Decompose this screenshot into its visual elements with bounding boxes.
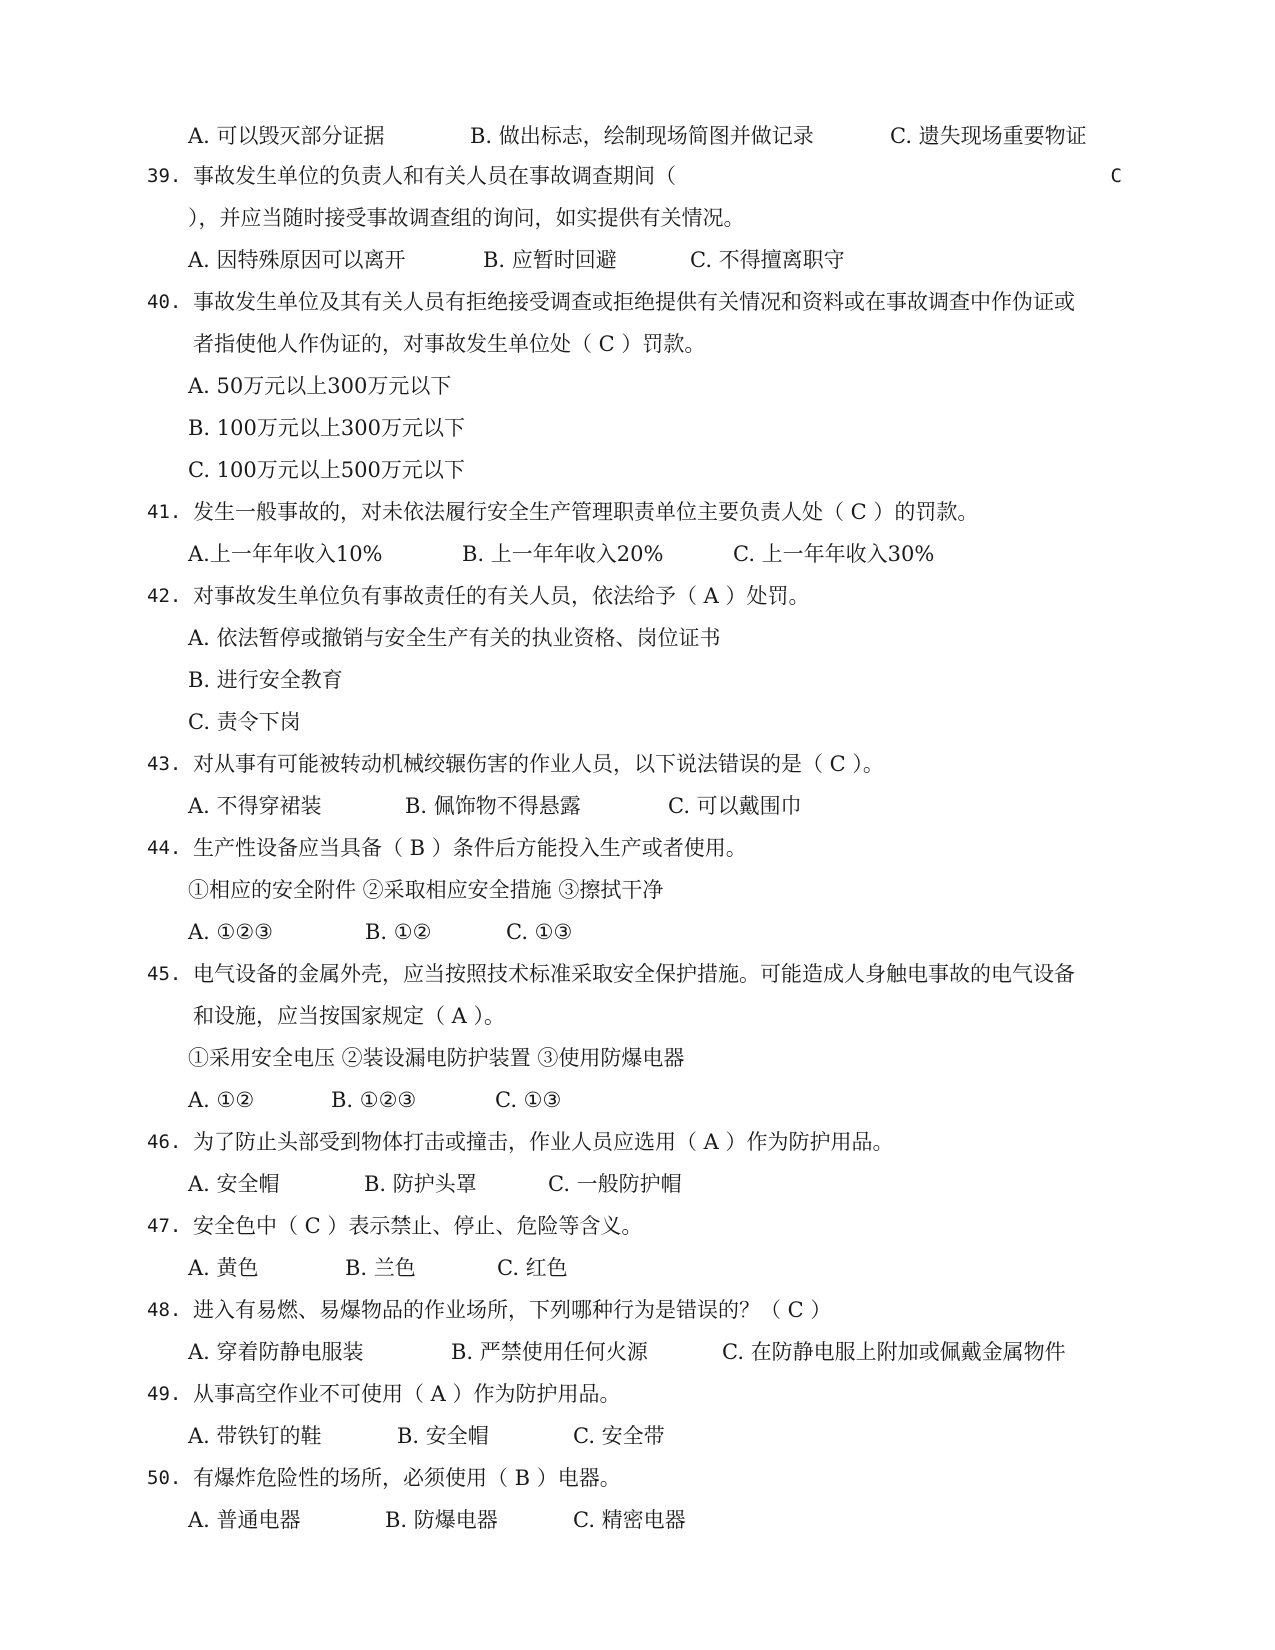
q47-stem: 安全色中（ C ）表示禁止、停止、危险等含义。 (193, 1214, 643, 1238)
q40-stem: 事故发生单位及其有关人员有拒绝接受调查或拒绝提供有关情况和资料或在事故调查中作伪证或 (193, 290, 1075, 314)
q50-option-c: C. 精密电器 (573, 1508, 686, 1532)
q45-items: ①采用安全电压 ②装设漏电防护装置 ③使用防爆电器 (188, 1046, 685, 1070)
q42-option-c: C. 责令下岗 (188, 710, 301, 734)
q50-options (0, 1506, 1275, 1534)
q47-options (0, 1254, 1275, 1282)
q40-option-b-line (188, 414, 465, 442)
q48-option-a: A. 穿着防静电服装 (188, 1340, 364, 1364)
q45-stem-continued: 和设施，应当按国家规定（ A ）。 (193, 1004, 506, 1028)
q50-stem-line-1 (0, 1464, 1275, 1492)
q45-number: 45. (147, 963, 182, 985)
q40-option-b: B. 100万元以上300万元以下 (188, 416, 465, 440)
q49-option-a: A. 带铁钉的鞋 (188, 1424, 322, 1448)
q45-stem: 电气设备的金属外壳，应当按照技术标准采取安全保护措施。可能造成人身触电事故的电气设备 (193, 962, 1075, 986)
q50-number: 50. (147, 1467, 182, 1489)
q49-options (0, 1422, 1275, 1450)
q39-stem: 事故发生单位的负责人和有关人员在事故调查期间（ (193, 164, 676, 188)
q47-stem-line-1 (0, 1212, 1275, 1240)
q50-option-b: B. 防爆电器 (385, 1508, 498, 1532)
q43-options (0, 792, 1275, 820)
q45-stem-line-1 (0, 960, 1275, 988)
q46-option-b: B. 防护头罩 (364, 1172, 477, 1196)
q46-options (0, 1170, 1275, 1198)
q44-option-c: C. ①③ (506, 920, 573, 944)
q40-number: 40. (147, 291, 182, 313)
q39-stem-continued: ），并应当随时接受事故调查组的询问，如实提供有关情况。 (188, 206, 745, 230)
q44-items-line (188, 876, 663, 904)
q43-option-a: A. 不得穿裙装 (188, 794, 322, 818)
q44-number: 44. (147, 837, 182, 859)
q48-option-c: C. 在防静电服上附加或佩戴金属物件 (722, 1340, 1066, 1364)
q41-option-c: C. 上一年年收入30% (733, 542, 935, 566)
q48-option-b: B. 严禁使用任何火源 (451, 1340, 648, 1364)
q44-stem-line-1 (0, 834, 1275, 862)
q46-number: 46. (147, 1131, 182, 1153)
q45-option-a: A. ①② (188, 1088, 255, 1112)
q45-stem-line-2 (193, 1002, 505, 1030)
q49-stem-line-1 (0, 1380, 1275, 1408)
q47-option-b: B. 兰色 (345, 1256, 416, 1280)
q39-number: 39. (147, 165, 182, 187)
q39-option-c: C. 不得擅离职守 (690, 248, 845, 272)
q41-stem-line-1 (0, 498, 1275, 526)
q40-stem-line-1 (0, 288, 1275, 316)
q40-option-c: C. 100万元以上500万元以下 (188, 458, 465, 482)
q48-stem-line-1 (0, 1296, 1275, 1324)
q39-stem-line-2 (188, 204, 745, 232)
q42-stem-line-1 (0, 582, 1275, 610)
q38-option-a: A. 可以毁灭部分证据 (188, 124, 385, 148)
q40-option-a-line (188, 372, 451, 400)
q42-stem: 对事故发生单位负有事故责任的有关人员，依法给予（ A ）处罚。 (193, 584, 810, 608)
q42-number: 42. (147, 585, 182, 607)
q43-option-b: B. 佩饰物不得悬露 (405, 794, 581, 818)
q43-option-c: C. 可以戴围巾 (668, 794, 802, 818)
q38-option-c: C. 遗失现场重要物证 (890, 124, 1087, 148)
q40-stem-line-2 (193, 330, 705, 358)
q42-option-b-line (188, 666, 343, 694)
q49-stem: 从事高空作业不可使用（ A ）作为防护用品。 (193, 1382, 621, 1406)
q46-option-a: A. 安全帽 (188, 1172, 280, 1196)
q41-number: 41. (147, 501, 182, 523)
q43-number: 43. (147, 753, 182, 775)
q46-stem: 为了防止头部受到物体打击或撞击，作业人员应选用（ A ）作为防护用品。 (193, 1130, 894, 1154)
q49-option-b: B. 安全帽 (397, 1424, 489, 1448)
q39-stem-line-1 (0, 162, 1275, 190)
q48-stem: 进入有易燃、易爆物品的作业场所，下列哪种行为是错误的？（ C ） (193, 1298, 832, 1322)
q38-options (0, 122, 1275, 150)
q39-options (0, 246, 1275, 274)
q42-option-c-line (188, 708, 301, 736)
q39-answer: C (1110, 165, 1122, 187)
q50-option-a: A. 普通电器 (188, 1508, 301, 1532)
q41-option-b: B. 上一年年收入20% (462, 542, 664, 566)
q50-stem: 有爆炸危险性的场所，必须使用（ B ）电器。 (193, 1466, 621, 1490)
q41-options (0, 540, 1275, 568)
q45-option-c: C. ①③ (495, 1088, 562, 1112)
q47-option-a: A. 黄色 (188, 1256, 259, 1280)
q42-option-b: B. 进行安全教育 (188, 668, 343, 692)
q47-option-c: C. 红色 (497, 1256, 568, 1280)
q41-option-a: A.上一年年收入10% (188, 542, 383, 566)
q40-option-a: A. 50万元以上300万元以下 (188, 374, 452, 398)
q44-options (0, 918, 1275, 946)
q43-stem-line-1 (0, 750, 1275, 778)
q47-number: 47. (147, 1215, 182, 1237)
q44-option-a: A. ①②③ (188, 920, 273, 944)
q39-option-a: A. 因特殊原因可以离开 (188, 248, 406, 272)
q49-number: 49. (147, 1383, 182, 1405)
q42-option-a-line (188, 624, 721, 652)
q45-items-line (188, 1044, 684, 1072)
q40-stem-continued: 者指使他人作伪证的，对事故发生单位处（ C ）罚款。 (193, 332, 706, 356)
q48-number: 48. (147, 1299, 182, 1321)
q41-stem: 发生一般事故的，对未依法履行安全生产管理职责单位主要负责人处（ C ）的罚款。 (193, 500, 979, 524)
q43-stem: 对从事有可能被转动机械绞辗伤害的作业人员，以下说法错误的是（ C ）。 (193, 752, 884, 776)
q48-options (0, 1338, 1275, 1366)
q46-option-c: C. 一般防护帽 (548, 1172, 682, 1196)
q44-stem: 生产性设备应当具备（ B ）条件后方能投入生产或者使用。 (193, 836, 747, 860)
q49-option-c: C. 安全带 (573, 1424, 665, 1448)
q38-option-b: B. 做出标志，绘制现场简图并做记录 (470, 124, 814, 148)
q42-option-a: A. 依法暂停或撤销与安全生产有关的执业资格、岗位证书 (188, 626, 721, 650)
q46-stem-line-1 (0, 1128, 1275, 1156)
q40-option-c-line (188, 456, 465, 484)
q45-options (0, 1086, 1275, 1114)
q39-option-b: B. 应暂时回避 (483, 248, 617, 272)
q44-items: ①相应的安全附件 ②采取相应安全措施 ③擦拭干净 (188, 878, 664, 902)
q45-option-b: B. ①②③ (331, 1088, 417, 1112)
q44-option-b: B. ①② (365, 920, 432, 944)
